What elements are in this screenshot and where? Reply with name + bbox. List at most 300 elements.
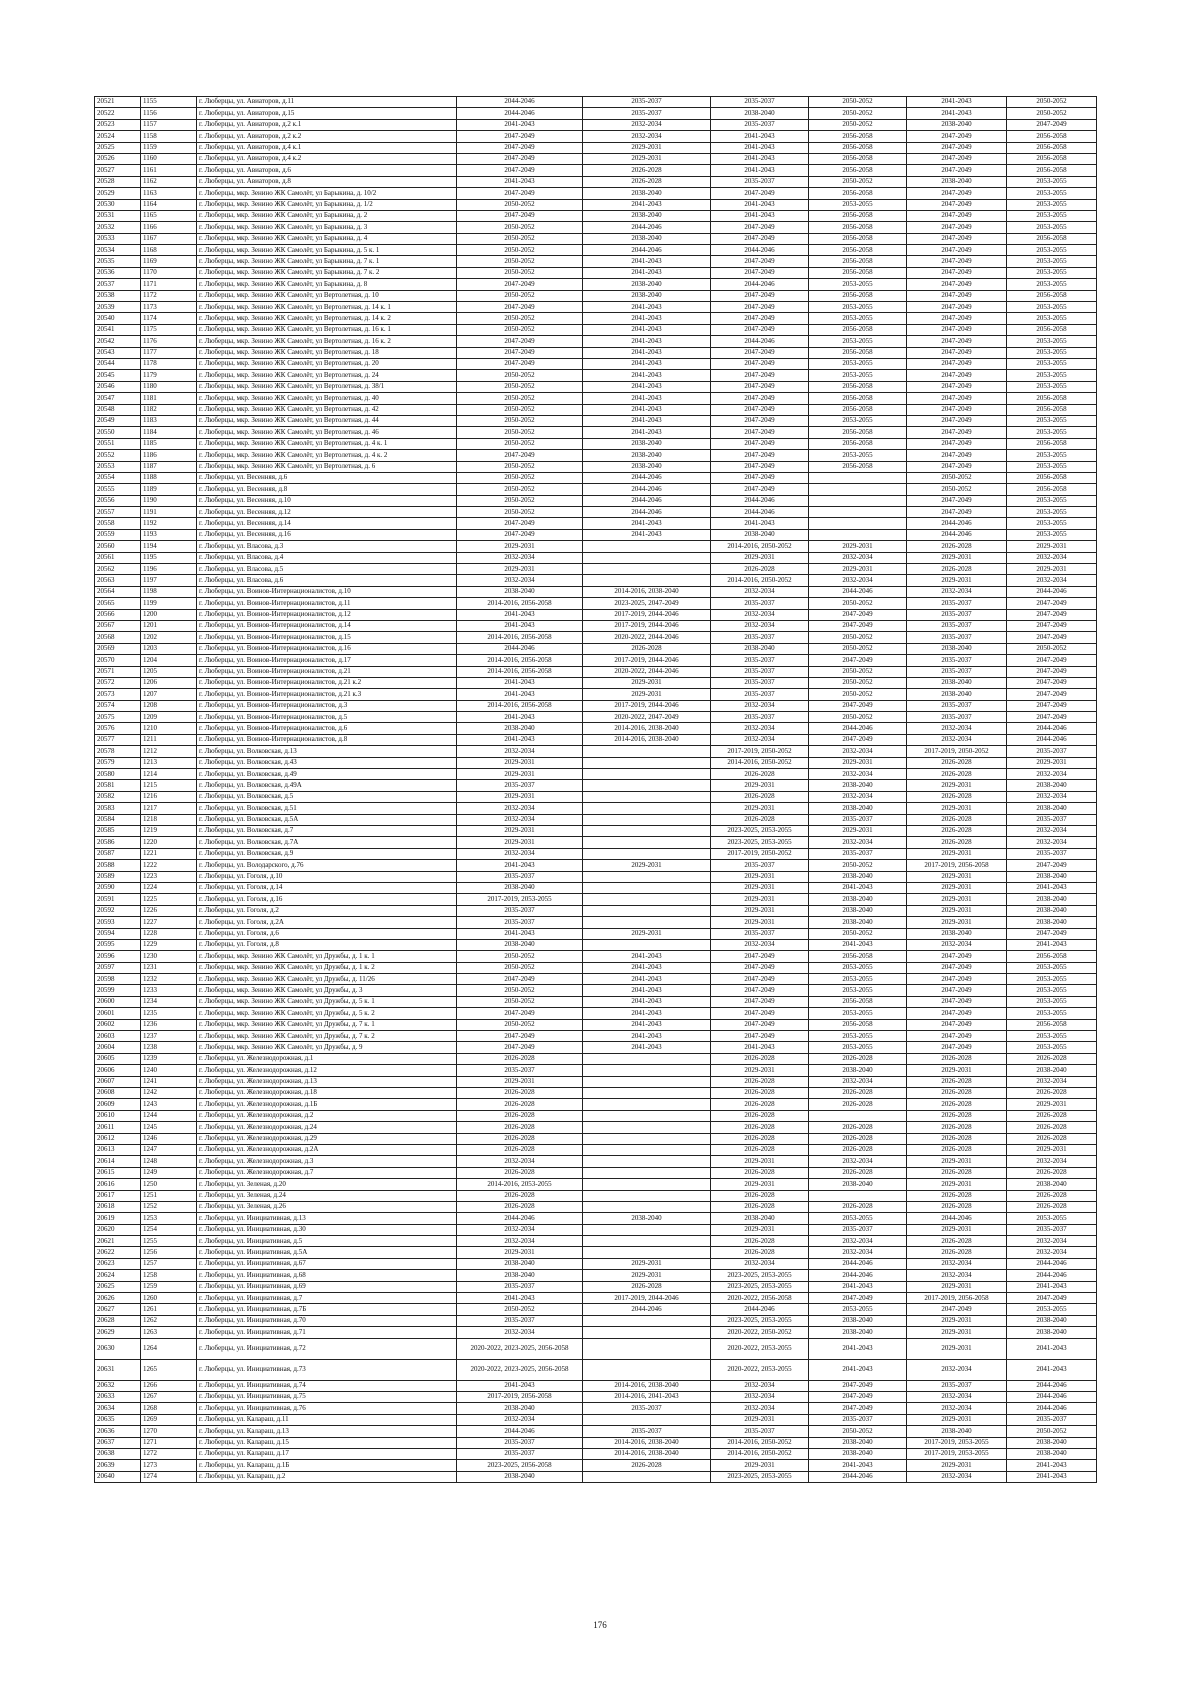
period-4-cell: 2050-2052 [809, 1426, 907, 1437]
period-5-cell: 2047-2049 [907, 358, 1007, 369]
period-3-cell: 2014-2016, 2050-2052 [711, 575, 809, 586]
table-row [95, 552, 1097, 563]
period-3-cell: 2047-2049 [711, 427, 809, 438]
row-number-cell: 1251 [141, 1190, 197, 1201]
period-5-cell: 2026-2028 [907, 1076, 1007, 1087]
period-3-cell: 2029-2031 [711, 552, 809, 563]
row-id-cell: 20526 [95, 153, 141, 164]
row-number-cell: 1265 [141, 1359, 197, 1380]
period-4-cell [809, 495, 907, 506]
table-row [95, 119, 1097, 130]
period-4-cell: 2029-2031 [809, 757, 907, 768]
period-1-cell: 2041-2043 [457, 609, 583, 620]
period-4-cell: 2056-2058 [809, 256, 907, 267]
period-4-cell: 2041-2043 [809, 1338, 907, 1359]
address-cell: г. Люберцы, мкр. Зенино ЖК Самолёт, ул Вертолетная, д. 42 [197, 404, 457, 415]
period-3-cell: 2044-2046 [711, 1304, 809, 1315]
address-cell: г. Люберцы, ул. Воинов-Интернационалистов, д.3 [197, 700, 457, 711]
row-id-cell: 20618 [95, 1201, 141, 1212]
period-3-cell: 2047-2049 [711, 381, 809, 392]
period-3-cell: 2038-2040 [711, 108, 809, 119]
table-row [95, 1122, 1097, 1133]
period-6-cell: 2056-2058 [1007, 472, 1097, 483]
address-cell: г. Люберцы, ул. Гоголя, д.8 [197, 939, 457, 950]
period-1-cell: 2047-2049 [457, 347, 583, 358]
row-number-cell: 1227 [141, 917, 197, 928]
period-6-cell: 2047-2049 [1007, 712, 1097, 723]
row-id-cell: 20521 [95, 97, 141, 108]
table-row [95, 985, 1097, 996]
period-5-cell: 2047-2049 [907, 974, 1007, 985]
period-5-cell: 2029-2031 [907, 917, 1007, 928]
period-2-cell: 2041-2043 [583, 985, 711, 996]
row-id-cell: 20636 [95, 1426, 141, 1437]
period-4-cell: 2032-2034 [809, 1076, 907, 1087]
period-3-cell: 2047-2049 [711, 267, 809, 278]
row-number-cell: 1239 [141, 1053, 197, 1064]
row-id-cell: 20564 [95, 586, 141, 597]
row-id-cell: 20554 [95, 472, 141, 483]
period-5-cell: 2047-2049 [907, 495, 1007, 506]
period-5-cell: 2017-2019, 2053-2055 [907, 1437, 1007, 1448]
period-3-cell: 2026-2028 [711, 1099, 809, 1110]
period-4-cell: 2053-2055 [809, 1042, 907, 1053]
row-id-cell: 20613 [95, 1144, 141, 1155]
address-cell: г. Люберцы, ул. Железнодорожная, д.24 [197, 1122, 457, 1133]
table-row [95, 1236, 1097, 1247]
period-1-cell: 2047-2049 [457, 302, 583, 313]
period-1-cell: 2032-2034 [457, 552, 583, 563]
period-6-cell: 2047-2049 [1007, 1293, 1097, 1304]
period-2-cell: 2044-2046 [583, 507, 711, 518]
period-2-cell: 2044-2046 [583, 245, 711, 256]
period-1-cell: 2041-2043 [457, 712, 583, 723]
table-row [95, 267, 1097, 278]
period-5-cell: 2047-2049 [907, 461, 1007, 472]
period-6-cell: 2044-2046 [1007, 1403, 1097, 1414]
row-number-cell: 1241 [141, 1076, 197, 1087]
period-1-cell: 2029-2031 [457, 564, 583, 575]
period-1-cell: 2050-2052 [457, 472, 583, 483]
table-row [95, 632, 1097, 643]
row-id-cell: 20524 [95, 131, 141, 142]
period-6-cell: 2053-2055 [1007, 974, 1097, 985]
period-6-cell: 2038-2040 [1007, 917, 1097, 928]
period-6-cell: 2056-2058 [1007, 393, 1097, 404]
period-2-cell: 2026-2028 [583, 1460, 711, 1471]
period-6-cell: 2044-2046 [1007, 1258, 1097, 1269]
period-5-cell: 2035-2037 [907, 712, 1007, 723]
row-number-cell: 1193 [141, 529, 197, 540]
row-id-cell: 20522 [95, 108, 141, 119]
row-id-cell: 20548 [95, 404, 141, 415]
period-6-cell: 2035-2037 [1007, 814, 1097, 825]
address-cell: г. Люберцы, мкр. Зенино ЖК Самолёт, ул Дружбы, д. 5 к. 2 [197, 1008, 457, 1019]
period-1-cell: 2014-2016, 2056-2058 [457, 655, 583, 666]
row-id-cell: 20552 [95, 450, 141, 461]
address-cell: г. Люберцы, ул. Инициативная, д.68 [197, 1270, 457, 1281]
period-5-cell: 2029-2031 [907, 1224, 1007, 1235]
period-4-cell: 2026-2028 [809, 1167, 907, 1178]
period-6-cell: 2053-2055 [1007, 450, 1097, 461]
period-1-cell: 2032-2034 [457, 1156, 583, 1167]
period-1-cell: 2041-2043 [457, 860, 583, 871]
period-5-cell: 2029-2031 [907, 552, 1007, 563]
table-row [95, 689, 1097, 700]
period-3-cell: 2035-2037 [711, 97, 809, 108]
period-2-cell: 2029-2031 [583, 1270, 711, 1281]
row-number-cell: 1176 [141, 336, 197, 347]
period-6-cell: 2053-2055 [1007, 302, 1097, 313]
period-5-cell: 2047-2049 [907, 313, 1007, 324]
period-5-cell: 2047-2049 [907, 985, 1007, 996]
period-2-cell: 2029-2031 [583, 153, 711, 164]
address-cell: г. Люберцы, ул. Инициативная, д.73 [197, 1359, 457, 1380]
table-row [95, 370, 1097, 381]
period-3-cell: 2029-2031 [711, 803, 809, 814]
period-3-cell: 2044-2046 [711, 507, 809, 518]
row-number-cell: 1257 [141, 1258, 197, 1269]
period-2-cell [583, 780, 711, 791]
period-5-cell: 2047-2049 [907, 233, 1007, 244]
row-id-cell: 20595 [95, 939, 141, 950]
period-1-cell: 2023-2025, 2056-2058 [457, 1460, 583, 1471]
period-4-cell: 2047-2049 [809, 1380, 907, 1391]
period-5-cell: 2026-2028 [907, 791, 1007, 802]
period-5-cell: 2041-2043 [907, 108, 1007, 119]
period-2-cell: 2041-2043 [583, 313, 711, 324]
period-5-cell: 2047-2049 [907, 165, 1007, 176]
period-6-cell: 2050-2052 [1007, 97, 1097, 108]
period-2-cell [583, 871, 711, 882]
period-2-cell [583, 814, 711, 825]
address-cell: г. Люберцы, ул. Воинов-Интернационалистов, д.11 [197, 598, 457, 609]
period-3-cell: 2026-2028 [711, 1053, 809, 1064]
period-2-cell: 2041-2043 [583, 347, 711, 358]
period-3-cell: 2047-2049 [711, 461, 809, 472]
period-3-cell: 2026-2028 [711, 1076, 809, 1087]
period-3-cell: 2029-2031 [711, 882, 809, 893]
period-3-cell: 2032-2034 [711, 1258, 809, 1269]
row-id-cell: 20556 [95, 495, 141, 506]
address-cell: г. Люберцы, мкр. Зенино ЖК Самолёт, ул Вертолетная, д. 46 [197, 427, 457, 438]
period-3-cell: 2026-2028 [711, 564, 809, 575]
period-1-cell: 2026-2028 [457, 1167, 583, 1178]
period-2-cell: 2017-2019, 2044-2046 [583, 620, 711, 631]
period-5-cell: 2047-2049 [907, 188, 1007, 199]
period-1-cell: 2035-2037 [457, 1448, 583, 1459]
period-5-cell: 2026-2028 [907, 1133, 1007, 1144]
period-2-cell: 2041-2043 [583, 529, 711, 540]
period-6-cell: 2053-2055 [1007, 222, 1097, 233]
row-id-cell: 20620 [95, 1224, 141, 1235]
period-4-cell: 2053-2055 [809, 962, 907, 973]
period-3-cell: 2047-2049 [711, 951, 809, 962]
row-id-cell: 20539 [95, 302, 141, 313]
period-5-cell: 2047-2049 [907, 336, 1007, 347]
period-4-cell: 2053-2055 [809, 974, 907, 985]
table-row [95, 996, 1097, 1007]
period-5-cell: 2026-2028 [907, 1236, 1007, 1247]
period-5-cell: 2026-2028 [907, 1167, 1007, 1178]
table-row [95, 279, 1097, 290]
row-id-cell: 20597 [95, 962, 141, 973]
address-cell: г. Люберцы, ул. Авиаторов, д.15 [197, 108, 457, 119]
table-row [95, 381, 1097, 392]
table-row [95, 1304, 1097, 1315]
period-6-cell: 2053-2055 [1007, 279, 1097, 290]
period-3-cell: 2020-2022, 2056-2058 [711, 1293, 809, 1304]
period-2-cell: 2041-2043 [583, 951, 711, 962]
period-5-cell: 2035-2037 [907, 1380, 1007, 1391]
period-5-cell: 2038-2040 [907, 643, 1007, 654]
period-1-cell: 2026-2028 [457, 1110, 583, 1121]
period-3-cell: 2047-2049 [711, 233, 809, 244]
row-id-cell: 20596 [95, 951, 141, 962]
row-number-cell: 1163 [141, 188, 197, 199]
period-2-cell: 2038-2040 [583, 450, 711, 461]
period-1-cell: 2026-2028 [457, 1144, 583, 1155]
period-4-cell: 2056-2058 [809, 233, 907, 244]
address-cell: г. Люберцы, мкр. Зенино ЖК Самолёт, ул Вертолетная, д. 40 [197, 393, 457, 404]
address-cell: г. Люберцы, ул. Весенняя, д.16 [197, 529, 457, 540]
table-row [95, 1190, 1097, 1201]
address-cell: г. Люберцы, ул. Волковская, д.49 [197, 769, 457, 780]
period-6-cell: 2026-2028 [1007, 1122, 1097, 1133]
period-2-cell: 2020-2022, 2044-2046 [583, 666, 711, 677]
row-number-cell: 1247 [141, 1144, 197, 1155]
table-row [95, 1179, 1097, 1190]
period-6-cell: 2053-2055 [1007, 529, 1097, 540]
period-5-cell: 2035-2037 [907, 609, 1007, 620]
period-3-cell: 2026-2028 [711, 1247, 809, 1258]
row-number-cell: 1223 [141, 871, 197, 882]
period-1-cell: 2044-2046 [457, 108, 583, 119]
period-1-cell: 2047-2049 [457, 210, 583, 221]
row-number-cell: 1189 [141, 484, 197, 495]
row-number-cell: 1233 [141, 985, 197, 996]
table-row [95, 142, 1097, 153]
row-number-cell: 1164 [141, 199, 197, 210]
period-1-cell: 2035-2037 [457, 780, 583, 791]
row-id-cell: 20576 [95, 723, 141, 734]
table-row [95, 484, 1097, 495]
table-row [95, 1247, 1097, 1258]
period-1-cell: 2014-2016, 2056-2058 [457, 632, 583, 643]
period-6-cell: 2053-2055 [1007, 427, 1097, 438]
period-6-cell: 2053-2055 [1007, 996, 1097, 1007]
period-6-cell: 2038-2040 [1007, 871, 1097, 882]
table-row [95, 1403, 1097, 1414]
table-row [95, 176, 1097, 187]
address-cell: г. Люберцы, ул. Железнодорожная, д.1Б [197, 1099, 457, 1110]
period-5-cell: 2029-2031 [907, 1338, 1007, 1359]
period-3-cell: 2026-2028 [711, 769, 809, 780]
period-5-cell: 2026-2028 [907, 1087, 1007, 1098]
row-id-cell: 20579 [95, 757, 141, 768]
period-6-cell: 2053-2055 [1007, 985, 1097, 996]
period-4-cell: 2041-2043 [809, 1460, 907, 1471]
period-1-cell: 2035-2037 [457, 1281, 583, 1292]
period-6-cell: 2056-2058 [1007, 1019, 1097, 1030]
period-4-cell: 2053-2055 [809, 1304, 907, 1315]
period-3-cell: 2035-2037 [711, 1426, 809, 1437]
period-3-cell: 2047-2049 [711, 450, 809, 461]
period-5-cell: 2047-2049 [907, 199, 1007, 210]
period-2-cell [583, 905, 711, 916]
period-5-cell: 2047-2049 [907, 131, 1007, 142]
row-id-cell: 20640 [95, 1471, 141, 1482]
period-6-cell: 2047-2049 [1007, 860, 1097, 871]
period-6-cell: 2041-2043 [1007, 1359, 1097, 1380]
period-4-cell: 2029-2031 [809, 564, 907, 575]
period-4-cell: 2056-2058 [809, 210, 907, 221]
period-5-cell: 2044-2046 [907, 518, 1007, 529]
period-1-cell: 2032-2034 [457, 1236, 583, 1247]
address-cell: г. Люберцы, мкр. Зенино ЖК Самолёт, ул Дружбы, д. 1 к. 1 [197, 951, 457, 962]
row-id-cell: 20580 [95, 769, 141, 780]
address-cell: г. Люберцы, мкр. Зенино ЖК Самолёт, ул Барыкина, д. 5 к. 1 [197, 245, 457, 256]
table-row [95, 1167, 1097, 1178]
period-2-cell [583, 1247, 711, 1258]
period-2-cell [583, 1076, 711, 1087]
period-3-cell: 2023-2025, 2053-2055 [711, 1315, 809, 1326]
period-3-cell: 2029-2031 [711, 1179, 809, 1190]
period-5-cell: 2050-2052 [907, 472, 1007, 483]
period-2-cell [583, 1167, 711, 1178]
row-id-cell: 20541 [95, 324, 141, 335]
period-3-cell: 2041-2043 [711, 518, 809, 529]
address-cell: г. Люберцы, ул. Волковская, д.51 [197, 803, 457, 814]
period-4-cell: 2026-2028 [809, 1053, 907, 1064]
table-row [95, 951, 1097, 962]
period-3-cell: 2032-2034 [711, 1403, 809, 1414]
period-2-cell [583, 1190, 711, 1201]
period-2-cell [583, 746, 711, 757]
period-2-cell: 2026-2028 [583, 165, 711, 176]
row-number-cell: 1199 [141, 598, 197, 609]
row-number-cell: 1209 [141, 712, 197, 723]
period-3-cell: 2035-2037 [711, 176, 809, 187]
period-2-cell [583, 1224, 711, 1235]
row-number-cell: 1260 [141, 1293, 197, 1304]
table-row [95, 1087, 1097, 1098]
row-id-cell: 20631 [95, 1359, 141, 1380]
table-row [95, 1448, 1097, 1459]
period-4-cell: 2056-2058 [809, 153, 907, 164]
period-3-cell: 2029-2031 [711, 1460, 809, 1471]
period-1-cell: 2035-2037 [457, 917, 583, 928]
period-2-cell [583, 564, 711, 575]
register-table-container [94, 96, 1096, 1483]
period-1-cell: 2050-2052 [457, 267, 583, 278]
row-id-cell: 20602 [95, 1019, 141, 1030]
period-3-cell: 2026-2028 [711, 1167, 809, 1178]
period-3-cell: 2026-2028 [711, 1190, 809, 1201]
period-6-cell: 2053-2055 [1007, 347, 1097, 358]
period-3-cell: 2044-2046 [711, 279, 809, 290]
table-row [95, 529, 1097, 540]
period-4-cell: 2038-2040 [809, 780, 907, 791]
period-6-cell: 2029-2031 [1007, 564, 1097, 575]
period-4-cell: 2047-2049 [809, 1391, 907, 1402]
period-5-cell: 2047-2049 [907, 370, 1007, 381]
address-cell: г. Люберцы, мкр. Зенино ЖК Самолёт, ул Дружбы, д. 3 [197, 985, 457, 996]
period-2-cell: 2017-2019, 2044-2046 [583, 609, 711, 620]
period-1-cell: 2038-2040 [457, 882, 583, 893]
row-id-cell: 20572 [95, 677, 141, 688]
period-5-cell: 2032-2034 [907, 586, 1007, 597]
period-1-cell: 2050-2052 [457, 233, 583, 244]
period-2-cell: 2017-2019, 2044-2046 [583, 1293, 711, 1304]
period-6-cell: 2053-2055 [1007, 176, 1097, 187]
period-1-cell: 2017-2019, 2056-2058 [457, 1391, 583, 1402]
row-number-cell: 1263 [141, 1327, 197, 1338]
period-6-cell: 2056-2058 [1007, 165, 1097, 176]
address-cell: г. Люберцы, ул. Волковская, д.5А [197, 814, 457, 825]
row-number-cell: 1216 [141, 791, 197, 802]
period-5-cell: 2047-2049 [907, 302, 1007, 313]
row-number-cell: 1198 [141, 586, 197, 597]
row-id-cell: 20547 [95, 393, 141, 404]
period-1-cell: 2035-2037 [457, 1315, 583, 1326]
period-4-cell: 2056-2058 [809, 222, 907, 233]
period-4-cell: 2047-2049 [809, 1293, 907, 1304]
period-5-cell: 2026-2028 [907, 1053, 1007, 1064]
period-3-cell: 2023-2025, 2053-2055 [711, 1281, 809, 1292]
period-4-cell: 2050-2052 [809, 598, 907, 609]
period-4-cell: 2047-2049 [809, 609, 907, 620]
address-cell: г. Люберцы, ул. Воинов-Интернационалистов, д.21 к.2 [197, 677, 457, 688]
period-2-cell: 2020-2022, 2047-2049 [583, 712, 711, 723]
period-3-cell: 2023-2025, 2053-2055 [711, 837, 809, 848]
period-1-cell: 2038-2040 [457, 1403, 583, 1414]
period-3-cell: 2029-2031 [711, 1224, 809, 1235]
period-3-cell: 2047-2049 [711, 472, 809, 483]
row-number-cell: 1168 [141, 245, 197, 256]
period-3-cell: 2047-2049 [711, 188, 809, 199]
table-row [95, 472, 1097, 483]
period-5-cell: 2047-2049 [907, 256, 1007, 267]
period-2-cell: 2044-2046 [583, 484, 711, 495]
period-1-cell: 2041-2043 [457, 620, 583, 631]
period-1-cell: 2050-2052 [457, 313, 583, 324]
period-3-cell: 2035-2037 [711, 677, 809, 688]
table-row [95, 518, 1097, 529]
row-number-cell: 1205 [141, 666, 197, 677]
period-3-cell: 2014-2016, 2050-2052 [711, 757, 809, 768]
address-cell: г. Люберцы, ул. Железнодорожная, д.2 [197, 1110, 457, 1121]
period-5-cell: 2032-2034 [907, 1258, 1007, 1269]
table-row [95, 1471, 1097, 1482]
row-id-cell: 20528 [95, 176, 141, 187]
address-cell: г. Люберцы, ул. Железнодорожная, д.1 [197, 1053, 457, 1064]
table-row [95, 313, 1097, 324]
row-id-cell: 20606 [95, 1065, 141, 1076]
period-5-cell: 2035-2037 [907, 666, 1007, 677]
row-number-cell: 1269 [141, 1414, 197, 1425]
period-1-cell: 2017-2019, 2053-2055 [457, 894, 583, 905]
row-id-cell: 20571 [95, 666, 141, 677]
period-5-cell: 2047-2049 [907, 1031, 1007, 1042]
row-number-cell: 1170 [141, 267, 197, 278]
period-5-cell: 2026-2028 [907, 1201, 1007, 1212]
address-cell: г. Люберцы, ул. Гоголя, д.2 [197, 905, 457, 916]
period-5-cell: 2050-2052 [907, 484, 1007, 495]
row-number-cell: 1256 [141, 1247, 197, 1258]
period-4-cell: 2050-2052 [809, 119, 907, 130]
row-number-cell: 1183 [141, 415, 197, 426]
